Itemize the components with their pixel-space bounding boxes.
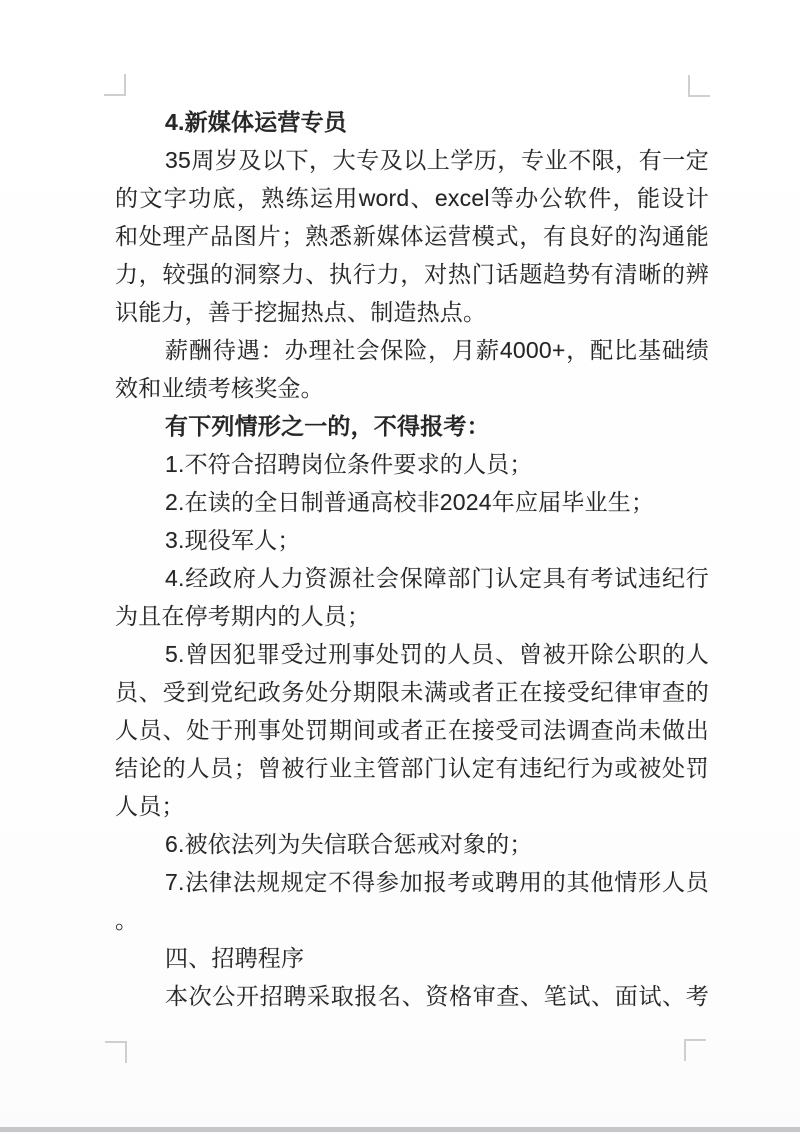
list-item: 3.现役军人；: [165, 527, 301, 553]
crop-mark-bottom-right: [684, 1039, 706, 1061]
job-title-line: 4.新媒体运营专员: [165, 109, 347, 135]
section-heading: 有下列情形之一的，不得报考：: [165, 413, 490, 439]
salary-line: 薪酬待遇：办理社会保险，月薪4000+，配比基础绩: [165, 337, 709, 363]
text-line: 识能力，善于挖掘热点、制造热点。: [115, 299, 487, 325]
text-line: 力，较强的洞察力、执行力，对热门话题趋势有清晰的辨: [115, 261, 709, 287]
list-item: 1.不符合招聘岗位条件要求的人员；: [165, 451, 533, 477]
text-line: 的文字功底，熟练运用word、excel等办公软件，能设计: [115, 185, 709, 211]
salary-line: 效和业绩考核奖金。: [115, 375, 324, 401]
text-line: 本次公开招聘采取报名、资格审查、笔试、面试、考: [165, 983, 709, 1009]
list-item: 为且在停考期内的人员；: [115, 603, 371, 629]
page-bottom-edge: [0, 1127, 800, 1132]
list-item: 5.曾因犯罪受过刑事处罚的人员、曾被开除公职的人: [165, 641, 709, 667]
list-item: 4.经政府人力资源社会保障部门认定具有考试违纪行: [165, 565, 709, 591]
list-item: 7.法律法规规定不得参加报考或聘用的其他情形人员: [165, 869, 709, 895]
wrapped-period-line: 。: [115, 907, 139, 933]
crop-mark-top-left: [104, 74, 126, 96]
crop-mark-bottom-left: [105, 1041, 127, 1063]
text-block: [115, 103, 709, 1015]
list-item: 人员、处于刑事处罚期间或者正在接受司法调查尚未做出: [115, 717, 709, 743]
list-item: 结论的人员；曾被行业主管部门认定有违纪行为或被处罚: [115, 755, 709, 781]
list-item: 人员；: [115, 793, 185, 819]
text-line: 和处理产品图片；熟悉新媒体运营模式，有良好的沟通能: [115, 223, 709, 249]
crop-mark-top-right: [688, 75, 710, 97]
list-item: 2.在读的全日制普通高校非2024年应届毕业生；: [165, 489, 655, 515]
chapter-heading: 四、招聘程序: [165, 945, 305, 971]
list-item: 6.被依法列为失信联合惩戒对象的；: [165, 831, 533, 857]
list-item: 员、受到党纪政务处分期限未满或者正在接受纪律审查的: [115, 679, 709, 705]
text-line: 35周岁及以下，大专及以上学历，专业不限，有一定: [165, 147, 709, 173]
